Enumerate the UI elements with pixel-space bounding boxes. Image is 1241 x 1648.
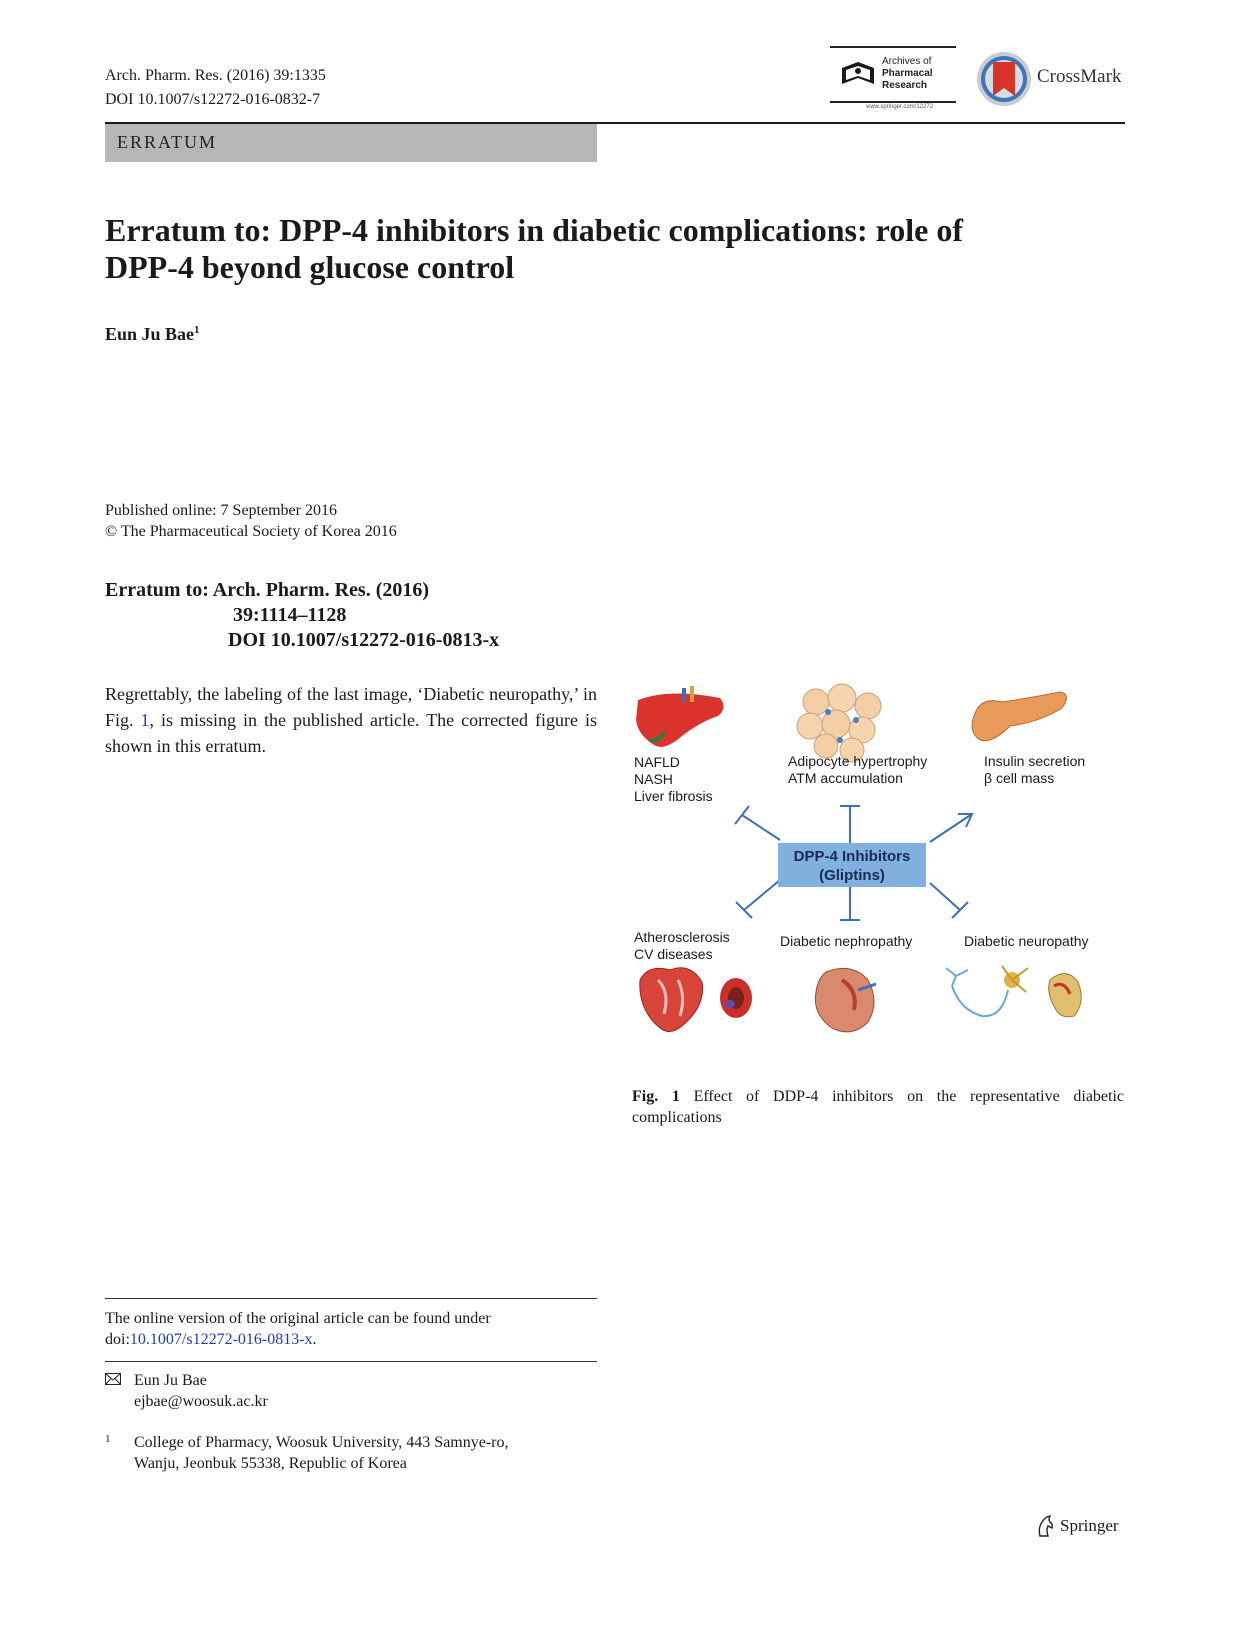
author (105, 324, 200, 345)
footnote-rule-top (105, 1298, 597, 1299)
liver-illustration (636, 686, 724, 747)
vessel-illustration (720, 978, 752, 1018)
journal-reference (105, 64, 326, 112)
body-paragraph: Regrettably, the labeling of the last image, ‘Diabetic neuropathy,’ in Fig. 1, is missing in the published article. The corrected figure is shown in this erratum. (105, 684, 598, 756)
logo-rule-bottom (830, 101, 956, 103)
caption-text: Effect of DDP-4 inhibitors on the representative diabetic complications (632, 1088, 1125, 1126)
heart-illustration (640, 968, 703, 1032)
figure-diagram (630, 680, 1130, 1080)
inhibit-liver-line (742, 815, 780, 840)
neuropathy-label: Diabetic neuropathy (964, 933, 1089, 949)
dpp4-box-line1: DPP-4 Inhibitors (793, 848, 911, 865)
contact-name: Eun Ju Bae (134, 1372, 207, 1389)
envelope-icon (105, 1373, 121, 1385)
pancreas-illustration (972, 692, 1067, 741)
corresponding-author (105, 1370, 268, 1412)
caption-label: Fig. 1 (632, 1088, 680, 1105)
kidney-illustration (815, 968, 876, 1031)
author-affiliation-mark: 1 (194, 324, 200, 336)
pancreas-label-1: Insulin secretion (984, 753, 1086, 769)
affiliation-number: 1 (105, 1433, 111, 1445)
liver-label-3: Liver fibrosis (634, 788, 713, 804)
kidney-label: Diabetic nephropathy (780, 933, 913, 949)
promote-pancreas-line (930, 814, 972, 842)
adipose-illustration (797, 684, 881, 762)
cv-label-1: Atherosclerosis (634, 929, 730, 945)
affiliation (105, 1432, 509, 1474)
journal-url: www.springer.com/12272 (866, 104, 934, 110)
erratum-reference (105, 578, 499, 653)
cv-label-2: CV diseases (634, 946, 713, 962)
footnote-rule-bottom (105, 1361, 597, 1362)
pancreas-label-2: β cell mass (984, 770, 1055, 786)
journal-logo[interactable] (830, 46, 956, 110)
inhibit-liver-bar (735, 806, 749, 824)
journal-citation: Arch. Pharm. Res. (2016) 39:1335 (105, 67, 326, 84)
section-label: ERRATUM (117, 132, 218, 152)
publisher-name: Springer (1060, 1516, 1119, 1535)
section-band (105, 124, 597, 162)
article-title: Erratum to: DPP-4 inhibitors in diabetic complications: role of DPP-4 beyond glucose control (105, 212, 963, 285)
inhibit-cv-line (744, 880, 780, 910)
original-article-link[interactable]: 10.1007/s12272-016-0813-x (129, 1331, 313, 1348)
published-date: Published online: 7 September 2016 (105, 502, 337, 519)
liver-label-2: NASH (634, 771, 673, 787)
online-version-note: The online version of the original article can be found under doi:10.1007/s12272-016-0813-x. (105, 1310, 491, 1348)
figure-link[interactable]: 1 (140, 710, 150, 730)
affiliation-line-1: College of Pharmacy, Woosuk University, 443 Samnye-ro, (134, 1434, 509, 1451)
erratum-ref-pages: 39:1114–1128 (233, 604, 347, 626)
journal-logo-text: Archives of Pharmacal Research (882, 56, 933, 91)
figure-caption (632, 1086, 1124, 1128)
inhibit-neuro-line (930, 883, 960, 910)
erratum-ref-prefix: Erratum to: Arch. Pharm. Res. (2016) (105, 579, 430, 601)
figure-1 (630, 680, 1130, 1080)
adipose-label-2: ATM accumulation (788, 770, 903, 786)
erratum-ref-doi: DOI 10.1007/s12272-016-0813-x (228, 629, 500, 651)
publication-info (105, 500, 397, 542)
copyright: © The Pharmaceutical Society of Korea 2016 (105, 523, 397, 540)
article-doi: DOI 10.1007/s12272-016-0832-7 (105, 91, 321, 108)
crossmark-label: CrossMark (1037, 66, 1122, 87)
crossmark-icon (975, 50, 1033, 108)
contact-email[interactable]: ejbae@woosuk.ac.kr (134, 1393, 268, 1410)
affiliation-line-2: Wanju, Jeonbuk 55338, Republic of Korea (134, 1455, 407, 1472)
logo-rule-top (830, 46, 956, 48)
book-icon (840, 58, 876, 88)
springer-horse-icon (1036, 1514, 1056, 1538)
author-name: Eun Ju Bae (105, 324, 195, 344)
crossmark-badge[interactable] (975, 50, 1125, 108)
springer-logo[interactable] (1036, 1512, 1131, 1542)
dpp4-box-line2: (Gliptins) (819, 867, 885, 884)
neuron-illustration (946, 966, 1081, 1017)
liver-label-1: NAFLD (634, 754, 680, 770)
adipose-label-1: Adipocyte hypertrophy (788, 753, 928, 769)
